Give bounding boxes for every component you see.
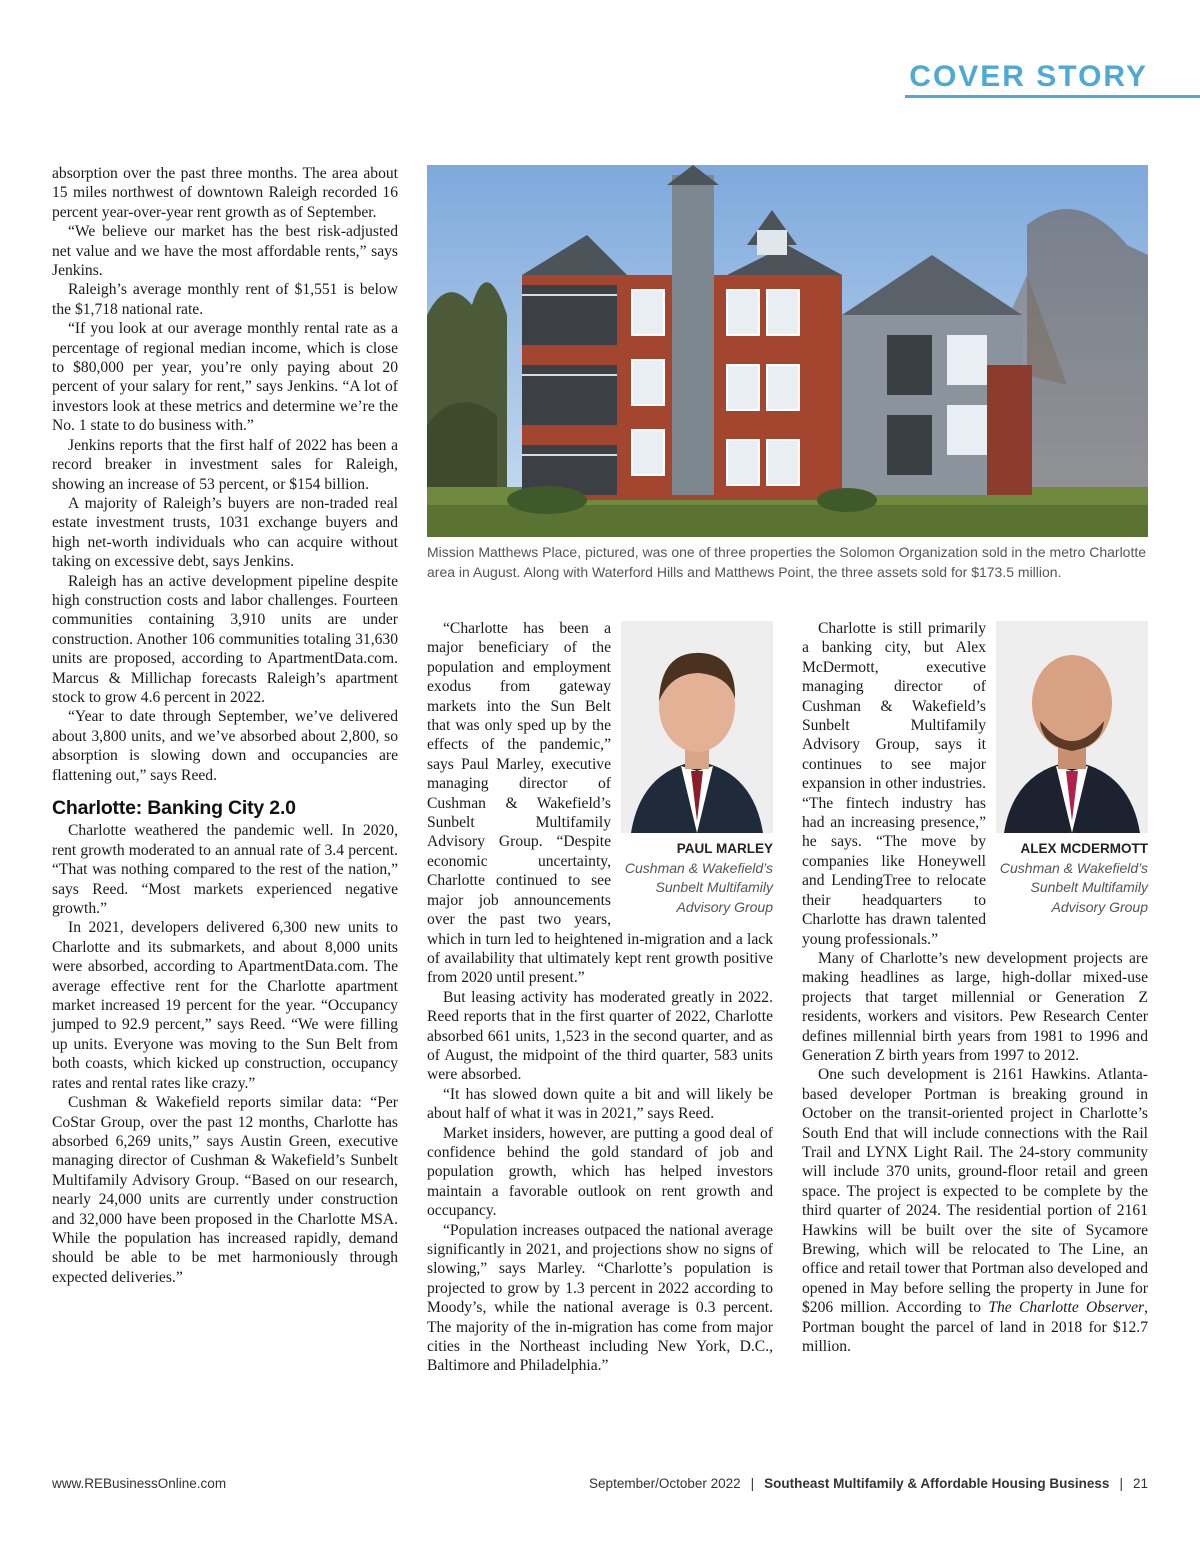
paragraph: Raleigh’s average monthly rent of $1,551 is below the $1,718 national rate. bbox=[52, 281, 398, 318]
building-photo bbox=[427, 165, 1148, 537]
portrait-credit bbox=[996, 839, 1148, 917]
portrait-credit bbox=[621, 839, 773, 917]
person-portrait-icon bbox=[996, 621, 1148, 833]
apartment-building-illustration bbox=[427, 165, 1148, 537]
footer-website: www.REBusinessOnline.com bbox=[52, 1476, 227, 1491]
publication-title: The Charlotte Observer bbox=[988, 1299, 1145, 1317]
section-title: COVER STORY bbox=[909, 60, 1148, 93]
person-name: ALEX MCDERMOTT bbox=[1020, 841, 1148, 856]
paragraph: Charlotte weathered the pandemic well. In 2020, rent growth moderated to an annual rate of 3.4 percent. “That was nothing compared to the rest of the nation,” says Reed. “Most markets experienced negative growth.” bbox=[52, 822, 398, 918]
person-portrait-icon bbox=[621, 621, 773, 833]
paragraph: “If you look at our average monthly rental rate as a percentage of regional median income, which is close to $80,000 per year, you’re only paying about 20 percent of your salary for rent,” says Jenkins. “A lot of investors look at these metrics and determine we’re the No. 1 state to do business with.” bbox=[52, 320, 398, 435]
paragraph: Cushman & Wakefield reports similar data: “Per CoStar Group, over the past 12 months, Charlotte has absorbed 6,269 units,” says Austin Green, executive managing director of Cushman & Wakefield’s Sunbelt Multifamily Advisory Group. “Based on our research, nearly 24,000 units are currently under construction and 32,000 have been proposed in the Charlotte MSA. While the population has increased rapidly, demand should be able to be met harmoniously through expected deliveries.” bbox=[52, 1094, 398, 1286]
section-rule bbox=[905, 95, 1200, 98]
page-number: 21 bbox=[1132, 1476, 1148, 1491]
paragraph: A majority of Raleigh’s buyers are non-traded real estate investment trusts, 1031 exchange buyers and high net-worth individuals who can acquire without taking on excessive debt, says Jenkins. bbox=[52, 494, 398, 571]
footer-info bbox=[589, 1476, 1148, 1491]
article-column-3 bbox=[802, 619, 1148, 1356]
photo-caption: Mission Matthews Place, pictured, was one of three properties the Solomon Organization sold in the metro Charlotte area in August. Along with Waterford Hills and Matthews Point, the three assets sold for $173.5 million. bbox=[427, 544, 1147, 580]
portrait-alex-mcdermott bbox=[996, 621, 1148, 833]
person-name: PAUL MARLEY bbox=[676, 841, 773, 856]
paragraph: But leasing activity has moderated greatly in 2022. Reed reports that in the first quarter of 2022, Charlotte absorbed 661 units, 1,523 in the second quarter, and as of August, the midpoint of the third quarter, 583 units were absorbed. bbox=[427, 988, 773, 1084]
paragraph: “We believe our market has the best risk-adjusted net value and we have the most affordable rents,” says Jenkins. bbox=[52, 223, 398, 280]
paragraph: In 2021, developers delivered 6,300 new units to Charlotte and its submarkets, and about 8,000 units were absorbed, according to ApartmentData.com. The average effective rent for the Charlotte apartment market increased 19 percent for the year. “Occupancy jumped to 92.9 percent,” says Reed. “We were filling up units. Everyone was moving to the Sun Belt from both coasts, which kicked up construction, occupancy rates and rental rates like crazy.” bbox=[52, 919, 398, 1092]
footer-publication: Southeast Multifamily & Affordable Housing Business bbox=[764, 1476, 1110, 1491]
paragraph: Raleigh has an active development pipeline despite high construction costs and labor challenges. Fourteen communities containing 3,910 units are under construction. Another 106 communities totaling 31,630 units are proposed, according to ApartmentData.com. Marcus & Millichap forecasts Raleigh’s apartment stock to grow 4.6 percent in 2022. bbox=[52, 572, 398, 706]
paragraph: “Population increases outpaced the national average significantly in 2021, and projections show no signs of slowing,” says Marley. “Charlotte’s population is projected to grow by 1.3 percent in 2022 according to Moody’s, while the national average is 0.3 percent. The majority of the in-migration has come from major cities in the Northeast including New York, D.C., Baltimore and Philadelphia.” bbox=[427, 1221, 773, 1375]
paragraph: Jenkins reports that the first half of 2022 has been a record breaker in investment sales for Raleigh, showing an increase of 53 percent, or $154 billion. bbox=[52, 436, 398, 493]
paragraph: “It has slowed down quite a bit and will likely be about half of what it was in 2021,” says Reed. bbox=[427, 1085, 773, 1123]
subheading-charlotte: Charlotte: Banking City 2.0 bbox=[52, 797, 296, 819]
footer-divider: | bbox=[1119, 1476, 1123, 1491]
paragraph: absorption over the past three months. The area about 15 miles northwest of downtown Raleigh recorded 16 percent year-over-year rent growth as of September. bbox=[52, 165, 398, 221]
paragraph: “Charlotte has been a major beneficiary of the population and employment exodus from gateway markets into the Sun Belt that was only sped up by the effects of the pandemic,” says Paul Marley, executive managing director of Cushman & Wakefield’s Sunbelt Multifamily Advisory Group. “Despite economic uncertainty, Charlotte continued to see major job announcements over the past two years, which in turn led to heightened in-migration and a lack of availability that ultimately kept rent growth positive from 2020 until present.” bbox=[427, 620, 773, 987]
article-column-2 bbox=[427, 619, 773, 1376]
paragraph-text: , Portman bought the parcel of land in 2018 for $12.7 million. bbox=[802, 1299, 1148, 1356]
paragraph: Charlotte is still primarily a banking city, but Alex McDermott, executive managing director of Cushman & Wakefield’s Sunbelt Multifamily Advisory Group, says it continues to see major expansion in other industries. “The fintech industry has had an increasing presence,” he says. “The move by companies like Honeywell and LendingTree to relocate their headquarters to Charlotte has drawn talented young professionals.” bbox=[802, 620, 986, 948]
paragraph-text: One such development is 2161 Hawkins. Atlanta-based developer Portman is breaking ground in October on the transit-oriented project in Charlotte’s South End that will include connections with the Rail Trail and LYNX Light Rail. The 24-story community will include 370 units, ground-floor retail and green space. The project is expected to be complete by the third quarter of 2024. The residential portion of 2161 Hawkins will be built over the site of Sycamore Brewing, which will be relocated to The Line, an office and retail tower that Portman also developed and opened in May before selling the property in June for $206 million. According to bbox=[802, 1066, 1148, 1317]
article-column-1 bbox=[52, 164, 398, 1287]
person-organization: Cushman & Wakefield’s Sunbelt Multifamily Advisory Group bbox=[624, 859, 773, 915]
paragraph bbox=[802, 1065, 1148, 1356]
person-organization: Cushman & Wakefield’s Sunbelt Multifamily Advisory Group bbox=[999, 859, 1148, 915]
paragraph: Market insiders, however, are putting a good deal of confidence behind the gold standard of job and population growth, which has helped investors maintain a favorable outlook on rent growth and occupancy. bbox=[427, 1124, 773, 1220]
paragraph: Many of Charlotte’s new development projects are making headlines as large, high-dollar mixed-use projects that target millennial or Generation Z residents, workers and visitors. Pew Research Center defines millennial birth years from 1981 to 1996 and Generation Z birth years from 1997 to 2012. bbox=[802, 949, 1148, 1064]
footer-issue: September/October 2022 bbox=[589, 1476, 741, 1491]
paragraph: “Year to date through September, we’ve delivered about 3,800 units, and we’ve absorbed about 2,800, so absorption is slowing down and occupancies are flattening out,” says Reed. bbox=[52, 708, 398, 784]
portrait-paul-marley bbox=[621, 621, 773, 833]
footer-divider: | bbox=[750, 1476, 755, 1491]
